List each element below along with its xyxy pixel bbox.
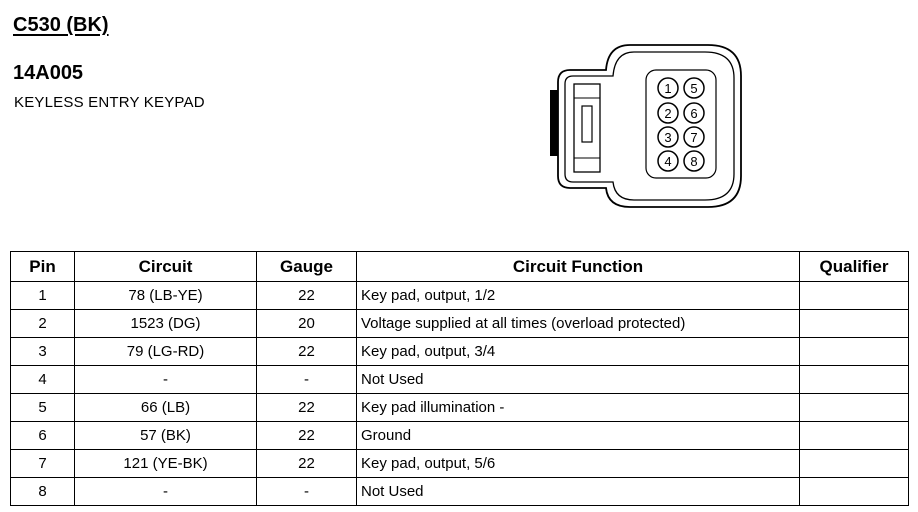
pin-cell: 8 xyxy=(11,478,75,506)
pin-label-3: 3 xyxy=(664,130,672,145)
table-row xyxy=(11,282,909,310)
table-row xyxy=(11,338,909,366)
circuit-cell: 66 (LB) xyxy=(75,394,257,422)
gauge-cell: 22 xyxy=(257,450,357,478)
component-name: KEYLESS ENTRY KEYPAD xyxy=(14,94,205,111)
pin-cell: 6 xyxy=(11,422,75,450)
table-row xyxy=(11,478,909,506)
gauge-cell: 22 xyxy=(257,394,357,422)
table-row xyxy=(11,422,909,450)
connector-face-diagram xyxy=(548,40,748,212)
circuit-function-cell: Voltage supplied at all times (overload protected) xyxy=(357,310,800,338)
gauge-cell: 22 xyxy=(257,422,357,450)
qualifier-cell xyxy=(800,282,909,310)
pin-label-7: 7 xyxy=(690,130,698,145)
circuit-function-cell: Ground xyxy=(357,422,800,450)
circuit-function-cell: Key pad, output, 1/2 xyxy=(357,282,800,310)
qualifier-cell xyxy=(800,394,909,422)
table-row xyxy=(11,450,909,478)
qualifier-cell xyxy=(800,478,909,506)
table-row xyxy=(11,394,909,422)
qualifier-cell xyxy=(800,310,909,338)
column-header-pin: Pin xyxy=(11,252,75,282)
qualifier-cell xyxy=(800,450,909,478)
pin-cell: 2 xyxy=(11,310,75,338)
column-header-circuit: Circuit xyxy=(75,252,257,282)
pin-cell: 1 xyxy=(11,282,75,310)
pin-cell: 3 xyxy=(11,338,75,366)
column-header-circuit-function: Circuit Function xyxy=(357,252,800,282)
gauge-cell: - xyxy=(257,478,357,506)
circuit-cell: 79 (LG-RD) xyxy=(75,338,257,366)
gauge-cell: 20 xyxy=(257,310,357,338)
circuit-function-cell: Key pad illumination - xyxy=(357,394,800,422)
circuit-cell: - xyxy=(75,366,257,394)
pin-cell: 7 xyxy=(11,450,75,478)
part-number: 14A005 xyxy=(13,62,84,84)
circuit-cell: - xyxy=(75,478,257,506)
circuit-cell: 1523 (DG) xyxy=(75,310,257,338)
circuit-cell: 57 (BK) xyxy=(75,422,257,450)
circuit-function-cell: Key pad, output, 3/4 xyxy=(357,338,800,366)
pin-cell: 4 xyxy=(11,366,75,394)
locking-tab xyxy=(574,84,600,172)
gauge-cell: 22 xyxy=(257,338,357,366)
table-row xyxy=(11,310,909,338)
column-header-qualifier: Qualifier xyxy=(800,252,909,282)
gauge-cell: - xyxy=(257,366,357,394)
locking-tab-slot xyxy=(582,106,592,142)
pin-cavity-frame xyxy=(646,70,716,178)
pin-label-6: 6 xyxy=(690,106,698,121)
circuit-function-cell: Key pad, output, 5/6 xyxy=(357,450,800,478)
table-header-row xyxy=(11,252,909,282)
connector-outer-shell xyxy=(558,45,741,207)
gauge-cell: 22 xyxy=(257,282,357,310)
pin-label-1: 1 xyxy=(664,81,672,96)
circuit-cell: 121 (YE-BK) xyxy=(75,450,257,478)
connector-id-title: C530 (BK) xyxy=(13,14,109,36)
circuit-function-cell: Not Used xyxy=(357,366,800,394)
pin-label-5: 5 xyxy=(690,81,698,96)
table-row xyxy=(11,366,909,394)
pin-cell: 5 xyxy=(11,394,75,422)
latch-bar xyxy=(550,90,558,156)
pinout-table xyxy=(10,251,909,506)
circuit-function-cell: Not Used xyxy=(357,478,800,506)
circuit-cell: 78 (LB-YE) xyxy=(75,282,257,310)
pin-label-2: 2 xyxy=(664,106,672,121)
pin-label-8: 8 xyxy=(690,154,698,169)
pin-label-4: 4 xyxy=(664,154,672,169)
column-header-gauge: Gauge xyxy=(257,252,357,282)
qualifier-cell xyxy=(800,422,909,450)
qualifier-cell xyxy=(800,338,909,366)
qualifier-cell xyxy=(800,366,909,394)
